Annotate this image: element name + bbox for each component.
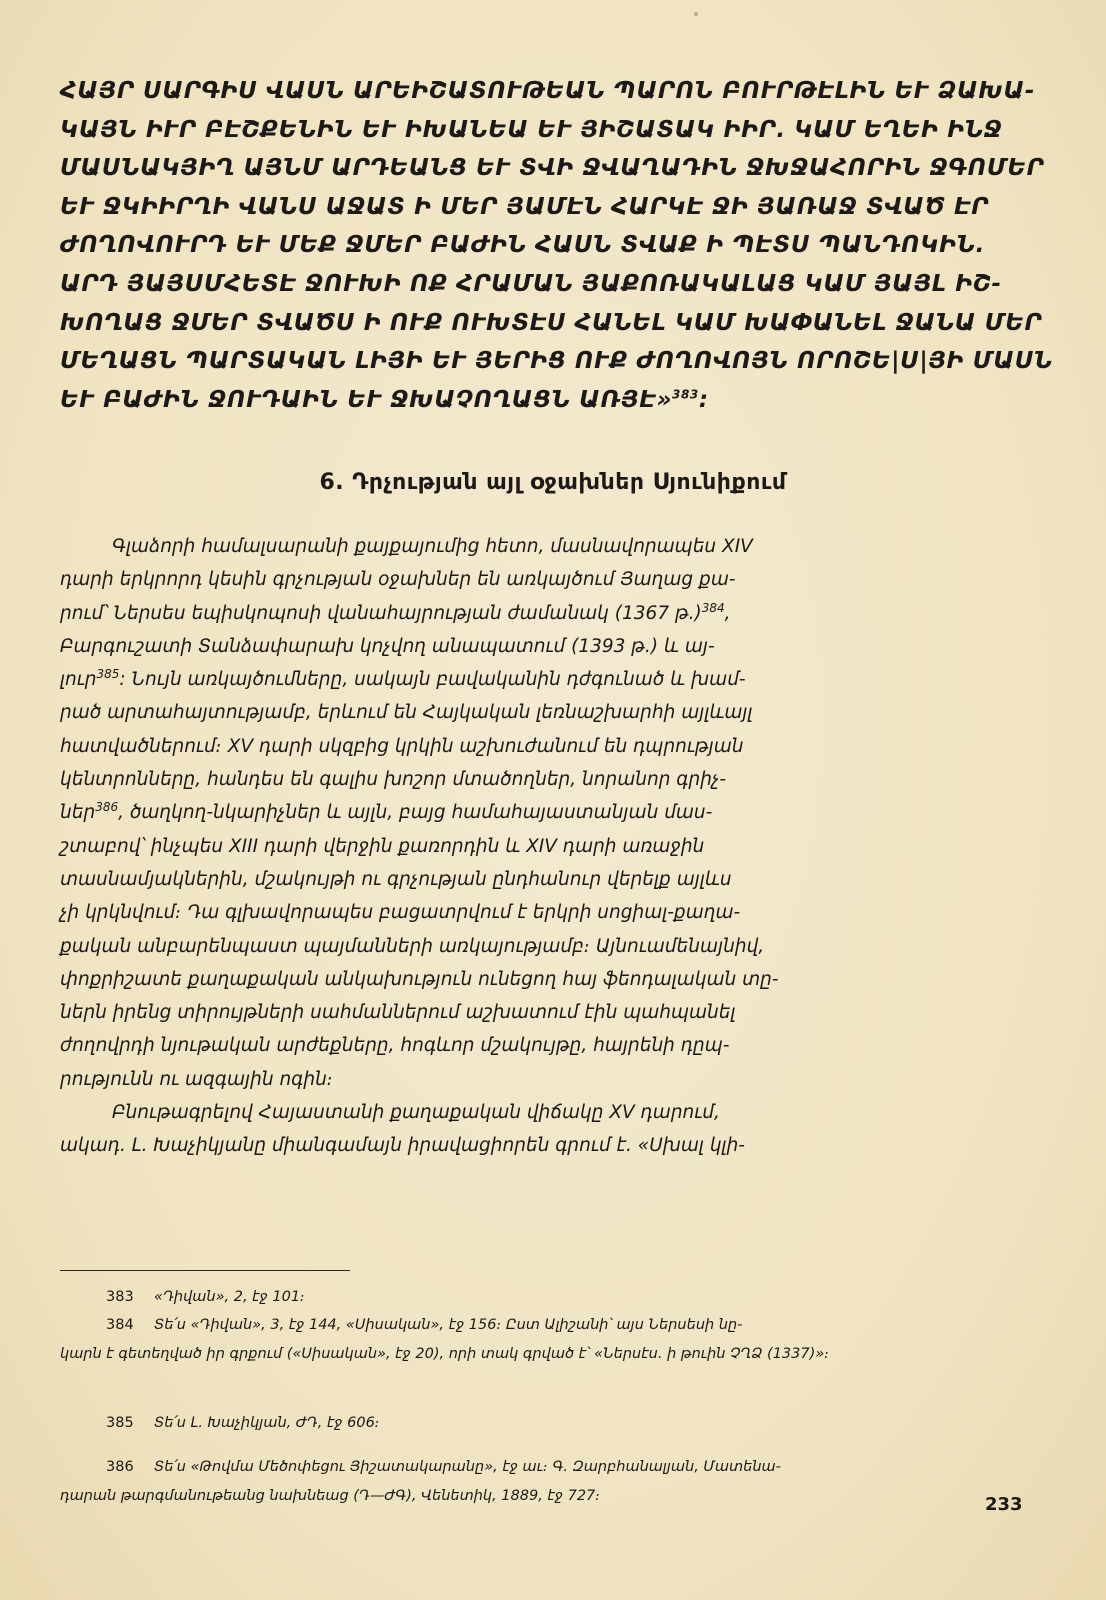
footnote-ref-385: 385 xyxy=(96,667,120,682)
footnote-text-continued: կարն է գետեղված իր գրքում («Սիսական», էջ 20), որի տակ գրված է՝ «Ներսէս. ի թուին ՉՂՁ (1337)»։ xyxy=(60,1346,830,1362)
body-line: կենտրոնները, հանդես են գալիս խոշոր մտածողներ, նորանոր գրիչ- xyxy=(60,769,727,791)
footnotes xyxy=(60,1284,1020,1510)
section-heading: 6. Դրչության այլ օջախներ Սյունիքում xyxy=(319,470,787,495)
quote-line: ԽՈՂԱՑ ՋՄԵՐ ՏՎԱԾՍ Ի ՈՒՔ ՈՒԽՏԷՍ ՀԱՆԵԼ ԿԱՄ ԽԱՓԱՆԵԼ ՋԱՆԱ ՄԵՐ xyxy=(60,309,1043,336)
body-line-text: ներ xyxy=(60,802,96,824)
quote-line: ՄԵՂԱՑՆ ՊԱՐՏԱԿԱՆ ԼԻՅԻ ԵՒ ՅԵՐԻՑ ՈՒՔ ԺՈՂՈՎՈՅՆ ՈՐՈՇԵ|Ս|ՅԻ ՄԱՍՆ xyxy=(60,348,1053,375)
footnote-text: Տե՛ս Լ. Խաչիկյան, ԺԴ, էջ 606։ xyxy=(154,1415,380,1431)
body-line: րած արտահայտությամբ, երևում են Հայկական լեռնաշխարհի այլևայլ xyxy=(60,702,753,724)
quote-line: ԵՒ ՋԿԻԻՐՂԻ ՎԱՆՍ ԱՋԱՏ Ի ՄԵՐ ՅԱՄԷՆ ՀԱՐԿԷ ՋԻ ՅԱՌԱՋ ՏՎԱԾ ԷՐ xyxy=(60,193,989,220)
footnote-number: 383 xyxy=(106,1289,134,1305)
body-line: քական անբարենպաստ պայմանների առկայությամբ։ Այնուամենայնիվ, xyxy=(60,935,765,957)
footnote-385 xyxy=(60,1394,1020,1452)
body-line: ներն իրենց տիրույթների սահմաններում աշխատում էին պահպանել xyxy=(60,1002,736,1024)
body-line-text: Նույն առկայծումները, սակայն բավականին դժգունած և խամ- xyxy=(131,669,746,691)
body-line: շտաբով՝ ինչպես XIII դարի վերջին քառորդին և XIV դարի առաջին xyxy=(60,835,705,857)
footnote-386 xyxy=(60,1452,1020,1510)
paper-speck xyxy=(694,12,698,16)
page-number: 233 xyxy=(985,1494,1023,1515)
body-line-text: րում՝ Ներսես եպիսկոպոսի վանահայրության ժամանակ (1367 թ.) xyxy=(60,602,702,624)
body-line: չի կրկնվում։ Դա գլխավորապես բացատրվում է երկրի սոցիալ-քաղա- xyxy=(60,902,741,924)
quote-line: ՄԱՍՆԱԿՅԻՂ ԱՅՆՄ ԱՐԴԵԱՆՑ ԵՒ ՏՎԻ ՋՎԱՂԱԴԻՆ ՋԽՋԱՀՈՐԻՆ ՋԳՈՄԵՐ xyxy=(60,155,1045,182)
footnote-ref-384: 384 xyxy=(701,600,725,615)
footnote-ref-386: 386 xyxy=(95,800,119,815)
footnote-number: 384 xyxy=(106,1317,134,1333)
footnote-number: 385 xyxy=(106,1415,134,1431)
body-line-text: լուր xyxy=(60,669,97,691)
body-line-punct: , xyxy=(118,802,124,824)
body-line: րությունն ու ազգային ոգին։ xyxy=(60,1068,334,1090)
footnote-384 xyxy=(60,1310,1020,1368)
body-line-text: ծաղկող-նկարիչներ և այլն, բայց համահայաստանյան մաս- xyxy=(129,802,713,824)
body-line: հատվածներում։ XV դարի սկզբից կրկին աշխուժանում են դպրության xyxy=(60,735,744,757)
footnote-ref-383: 383 xyxy=(672,387,699,402)
footnote-divider xyxy=(60,1270,350,1271)
body-line xyxy=(60,597,1020,630)
body-line xyxy=(60,663,1020,696)
footnote-383 xyxy=(60,1284,1020,1310)
body-line: տասնամյակներին, մշակույթի ու գրչության ընդհանուր վերելք այլևս xyxy=(60,868,732,890)
body-line: ժողովրդի նյութական արժեքները, հոգևոր մշակույթը, հայրենի դըպ- xyxy=(60,1035,730,1057)
footnote-number: 386 xyxy=(106,1459,134,1475)
footnote-text: Տե՛ս «Դիվան», 3, էջ 144, «Սիսական», էջ 156։ Ըստ Ալիշանի՝ այս Ներսեսի նը- xyxy=(154,1317,743,1333)
body-line: փոքրիշատե քաղաքական անկախություն ունեցող հայ ֆեոդալական տը- xyxy=(60,968,779,990)
main-text xyxy=(60,530,1020,1163)
body-line: Բնութագրելով Հայաստանի քաղաքական վիճակը XV դարում, xyxy=(112,1102,720,1124)
body-line-punct: , xyxy=(724,602,731,624)
footnote-text: Տե՛ս «Թովմա Մեծոփեցու Յիշատակարանը», էջ աւ։ Գ. Զարբհանալյան, Մատենա- xyxy=(154,1459,781,1475)
body-line: ակադ. Լ. Խաչիկյանը միանգամայն իրավացիորեն գրում է. «Սխալ կլի- xyxy=(60,1135,745,1157)
body-line xyxy=(60,796,1020,829)
quote-line: ԱՐԴ ՅԱՅՍՄՀԵՏԷ ՋՈՒԽԻ ՈՔ ՀՐԱՄԱՆ ՅԱՔՈՌԱԿԱԼԱՑ ԿԱՄ ՅԱՅԼ ԻՇ- xyxy=(60,270,1002,297)
body-line: Գլաձորի համալսարանի քայքայումից հետո, մասնավորապես XIV xyxy=(112,536,753,557)
quote-line-last xyxy=(60,381,1020,420)
footnote-text: «Դիվան», 2, էջ 101։ xyxy=(154,1289,305,1305)
quote-line-text: ԵՒ ԲԱԺԻՆ ՋՈՒԴԱԻՆ ԵՒ ՋԽԱՉՈՂԱՑՆ ԱՌՅԷ» xyxy=(60,386,673,413)
quote-line: ԿԱՅՆ ԻՒՐ ԲԷՇՔԵՆԻՆ ԵՒ ԻԽԱՆԵԱ ԵՒ ՅԻՇԱՏԱԿ ԻԻՐ. ԿԱՄ ԵՂԵԻ ԻՆՋ xyxy=(60,116,1003,143)
body-line: Բարգուշատի Տանձափարախ կոչվող անապատում (1393 թ.) և այ- xyxy=(60,635,715,657)
body-line: դարի երկրորդ կեսին գրչության օջախներ են առկայծում Յաղաց քա- xyxy=(60,569,736,591)
footnote-text-continued: դարան թարգմանութեանց նախնեաց (Դ—ԺԳ), Վենետիկ, 1889, էջ 727։ xyxy=(60,1488,601,1504)
quote-line-punct: : xyxy=(698,386,709,413)
body-line-punct: : xyxy=(119,669,126,691)
quote-line: ԺՈՂՈՎՈՒՐԴ ԵՒ ՄԵՔ ՋՄԵՐ ԲԱԺԻՆ ՀԱՍՆ ՏՎԱՔ Ի ՊԷՏՍ ՊԱՆԴՈԿԻՆ. xyxy=(60,232,985,259)
quoted-colophon xyxy=(60,72,1053,419)
quote-line: ՀԱՅՐ ՍԱՐԳԻՍ ՎԱՍՆ ԱՐԵԻՇԱՏՈՒԹԵԱՆ ՊԱՐՈՆ ԲՈՒՐԹԷԼԻՆ ԵՒ ՁԱԽԱ- xyxy=(60,78,1036,104)
